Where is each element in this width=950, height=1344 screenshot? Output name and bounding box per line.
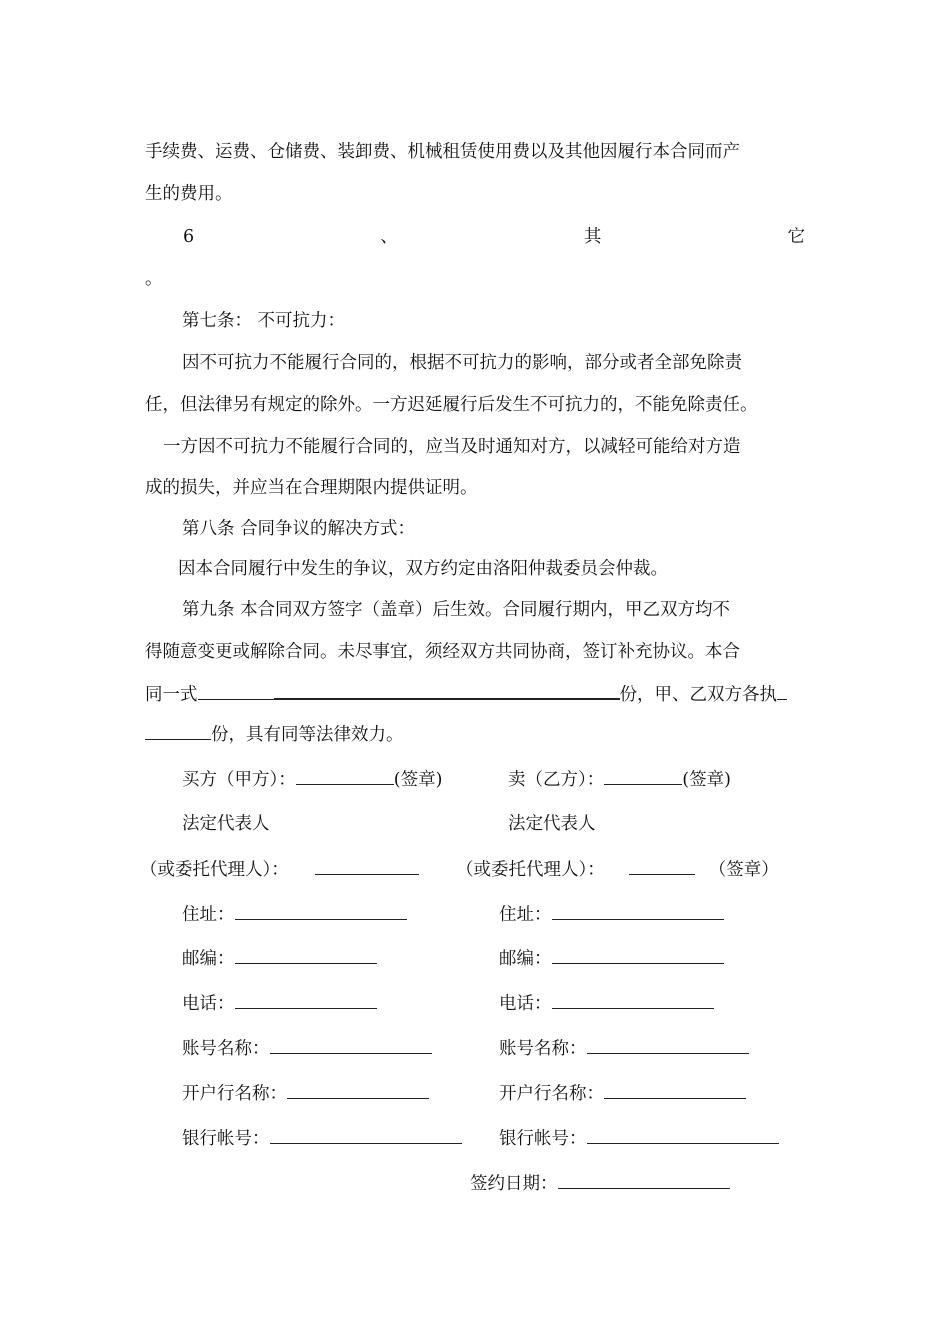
item-6-separator: 、 <box>380 227 398 247</box>
seller-bank-account-field[interactable] <box>587 1125 779 1144</box>
each-party-blank-start[interactable] <box>777 681 787 700</box>
item-6-end: 。 <box>145 269 163 289</box>
article-7-line-2: 任，但法律另有规定的除外。一方迟延履行后发生不可抗力的，不能免除责任。 <box>145 395 758 415</box>
item-6-word-1: 其 <box>583 227 602 247</box>
article-8-line-1: 因本合同履行中发生的争议，双方约定由洛阳仲裁委员会仲裁。 <box>178 559 668 579</box>
seller-seal-label: (签章) <box>682 770 731 790</box>
buyer-account-name-row <box>182 1035 432 1062</box>
buyer-legal-rep-label: 法定代表人 <box>182 814 270 834</box>
buyer-phone-row <box>182 990 377 1017</box>
seller-address-row <box>499 901 724 928</box>
buyer-bank-account-label: 银行帐号： <box>182 1129 270 1149</box>
each-party-blank-end[interactable] <box>145 721 211 740</box>
buyer-seal-label: (签章) <box>393 770 443 790</box>
article-7-line-3: 一方因不可抗力不能履行合同的，应当及时通知对方，以减轻可能给对方造 <box>163 437 741 457</box>
buyer-bank-name-field[interactable] <box>287 1080 429 1099</box>
seller-postcode-label: 邮编： <box>499 949 552 969</box>
buyer-account-name-field[interactable] <box>270 1035 432 1054</box>
item-6-number: 6 <box>183 227 195 247</box>
seller-address-label: 住址： <box>499 905 552 925</box>
seller-agent-seal: （签章） <box>708 860 779 880</box>
seller-bank-account-row <box>499 1125 779 1152</box>
buyer-address-label: 住址： <box>182 905 235 925</box>
article-8-title: 第八条 合同争议的解决方式： <box>182 519 416 539</box>
article-7-line-1: 因不可抗力不能履行合同的，根据不可抗力的影响，部分或者全部免除责 <box>182 353 742 373</box>
seller-agent-field[interactable] <box>629 856 695 875</box>
buyer-agent-label: （或委托代理人）： <box>140 860 289 880</box>
buyer-bank-name-row <box>182 1080 429 1107</box>
legal-effect-text: 份，具有同等法律效力。 <box>211 725 404 745</box>
buyer-phone-field[interactable] <box>235 990 377 1009</box>
seller-row <box>508 766 731 793</box>
buyer-phone-label: 电话： <box>182 994 235 1014</box>
seller-account-name-field[interactable] <box>587 1035 749 1054</box>
cost-line-1: 手续费、运费、仓储费、装卸费、机械租赁使用费以及其他因履行本合同而产 <box>145 142 740 162</box>
item-6-line <box>145 224 805 250</box>
seller-account-name-row <box>499 1035 749 1062</box>
copies-blank-long[interactable] <box>274 680 620 700</box>
seller-address-field[interactable] <box>552 901 724 920</box>
seller-bank-name-row <box>499 1080 746 1107</box>
each-party-label: 份，甲、乙双方各执 <box>619 685 777 705</box>
copies-label: 同一式 <box>145 685 198 705</box>
seller-postcode-row <box>499 945 724 972</box>
buyer-address-field[interactable] <box>235 901 407 920</box>
seller-bank-name-label: 开户行名称： <box>499 1084 604 1104</box>
buyer-label: 买方（甲方）： <box>182 770 296 790</box>
buyer-agent-row <box>140 856 419 883</box>
seller-signature-field[interactable] <box>604 766 682 785</box>
buyer-bank-account-row <box>182 1125 462 1152</box>
article-9-line-3 <box>145 680 787 708</box>
seller-agent-row <box>456 856 779 883</box>
seller-phone-label: 电话： <box>499 994 552 1014</box>
buyer-signature-field[interactable] <box>296 766 394 785</box>
seller-agent-label: （或委托代理人）： <box>456 860 605 880</box>
buyer-bank-name-label: 开户行名称： <box>182 1084 287 1104</box>
seller-postcode-field[interactable] <box>552 945 724 964</box>
article-7-line-4: 成的损失，并应当在合理期限内提供证明。 <box>145 478 478 498</box>
buyer-agent-field[interactable] <box>315 856 419 875</box>
sign-date-field[interactable] <box>558 1170 730 1189</box>
article-9-line-1: 第九条 本合同双方签字（盖章）后生效。合同履行期内，甲乙双方均不 <box>182 600 731 620</box>
cost-line-2: 生的费用。 <box>145 184 233 204</box>
item-6-word-2: 它 <box>787 227 805 247</box>
seller-bank-account-label: 银行帐号： <box>499 1129 587 1149</box>
seller-phone-row <box>499 990 714 1017</box>
buyer-row <box>182 766 442 793</box>
article-9-line-4 <box>145 721 404 748</box>
seller-legal-rep-label: 法定代表人 <box>508 814 596 834</box>
buyer-address-row <box>182 901 407 928</box>
sign-date-row <box>470 1170 730 1197</box>
seller-bank-name-field[interactable] <box>604 1080 746 1099</box>
seller-account-name-label: 账号名称： <box>499 1039 587 1059</box>
buyer-postcode-label: 邮编： <box>182 949 235 969</box>
buyer-postcode-field[interactable] <box>235 945 377 964</box>
article-7-title: 第七条： 不可抗力： <box>182 311 346 331</box>
buyer-postcode-row <box>182 945 377 972</box>
seller-label: 卖（乙方）： <box>508 770 605 790</box>
sign-date-label: 签约日期： <box>470 1174 558 1194</box>
buyer-account-name-label: 账号名称： <box>182 1039 270 1059</box>
article-9-line-2: 得随意变更或解除合同。未尽事宜，须经双方共同协商，签订补充协议。本合 <box>145 642 740 662</box>
buyer-bank-account-field[interactable] <box>270 1125 462 1144</box>
seller-phone-field[interactable] <box>552 990 714 1009</box>
copies-blank-short[interactable] <box>198 681 274 700</box>
